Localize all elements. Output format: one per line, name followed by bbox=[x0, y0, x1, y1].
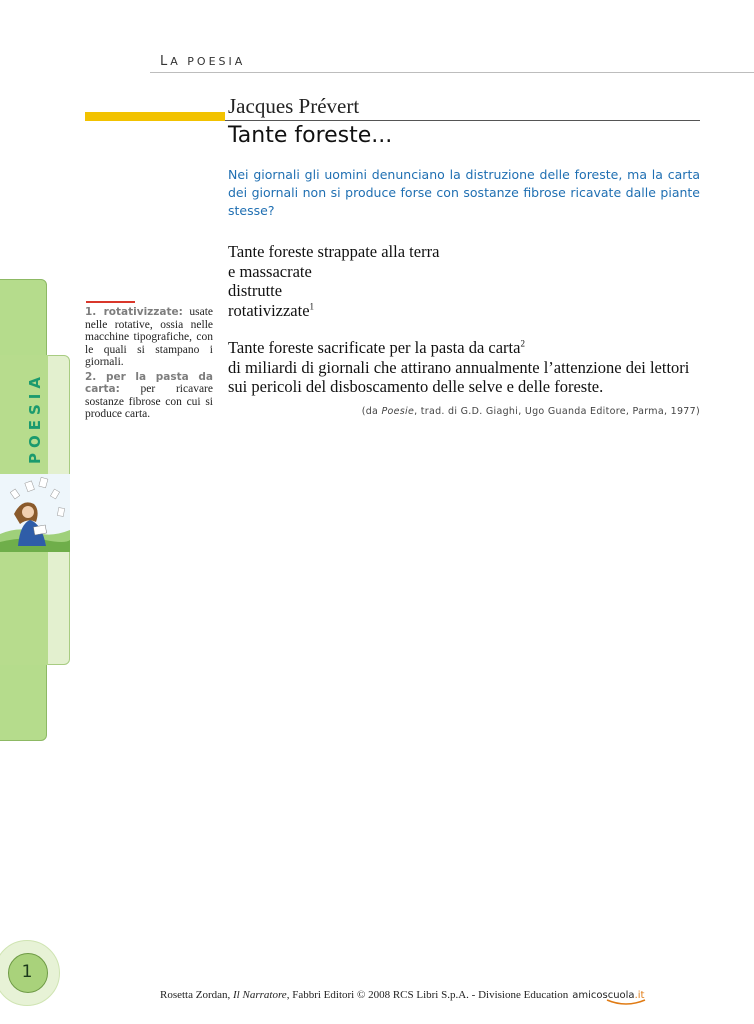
notes-rule bbox=[86, 301, 135, 303]
poem-body bbox=[228, 242, 708, 397]
footnotes bbox=[85, 306, 213, 423]
footer-rest: , Fabbri Editori © 2008 RCS Libri S.p.A. - Divisione Education bbox=[286, 989, 569, 1001]
stanza-1 bbox=[228, 242, 708, 320]
poem-line-with-note bbox=[228, 338, 708, 358]
intro-text: Nei giornali gli uomini denunciano la distruzione delle foreste, ma la carta dei giornali non si produce forse con sostanze fibrose ricavate dalle piante stesse? bbox=[228, 167, 700, 218]
poem-line: di miliardi di giornali che attirano annualmente l’attenzione dei lettori bbox=[228, 357, 690, 377]
poem-line-with-note bbox=[228, 301, 708, 321]
author-rule bbox=[225, 120, 700, 121]
reading-woman-illustration bbox=[0, 474, 70, 552]
source-prefix: (da bbox=[361, 406, 382, 417]
footnote-text: usate nelle rotative, ossia nelle macchine tipografiche, con le quali si stampano i giornali. bbox=[85, 306, 213, 368]
source-citation bbox=[362, 406, 700, 417]
poem-line: sui pericoli del disboscamento delle selve e delle foreste. bbox=[228, 377, 604, 396]
author-accent-bar bbox=[85, 112, 225, 121]
source-rest: , trad. di G.D. Giaghi, Ugo Guanda Editore, Parma, 1977) bbox=[414, 406, 700, 417]
author-name: Jacques Prévert bbox=[228, 94, 360, 118]
footnote-1 bbox=[85, 306, 213, 369]
side-tab-label: POESIA bbox=[26, 372, 44, 464]
brand-tld: .it bbox=[634, 990, 645, 1001]
poem-line-text: Tante foreste sacrificate per la pasta da carta bbox=[228, 338, 521, 357]
poem-title: Tante foreste... bbox=[228, 123, 393, 148]
footer-credits bbox=[160, 989, 644, 1001]
poem-line-text: rotativizzate bbox=[228, 300, 310, 320]
brand-swoosh-icon bbox=[606, 998, 646, 1006]
note-ref-1: 1 bbox=[309, 301, 315, 311]
footer-book: Il Narratore bbox=[233, 989, 287, 1001]
poem-line: distrutte bbox=[228, 281, 283, 300]
poem-line: Tante foreste strappate alla terra bbox=[228, 242, 440, 261]
footer-author: Rosetta Zordan, bbox=[160, 989, 234, 1001]
running-head-rest: A POESIA bbox=[170, 55, 246, 68]
note-ref-2: 2 bbox=[520, 338, 525, 349]
brand-name: amicoscuola bbox=[572, 990, 635, 1001]
footnote-lead: 2. per la pasta da carta: bbox=[85, 370, 213, 395]
poem-line: e massacrate bbox=[228, 261, 312, 281]
header-rule bbox=[150, 72, 754, 73]
footnote-text: per ricavare sostanze fibrose con cui si produce carta. bbox=[85, 383, 213, 420]
page-number: 1 bbox=[21, 962, 33, 982]
stanza-2 bbox=[228, 338, 708, 397]
source-work: Poesie bbox=[381, 406, 415, 417]
running-head bbox=[160, 54, 245, 69]
running-head-initial: L bbox=[160, 54, 171, 69]
footnote-lead: 1. rotativizzate: bbox=[85, 306, 183, 318]
footnote-2 bbox=[85, 371, 213, 421]
